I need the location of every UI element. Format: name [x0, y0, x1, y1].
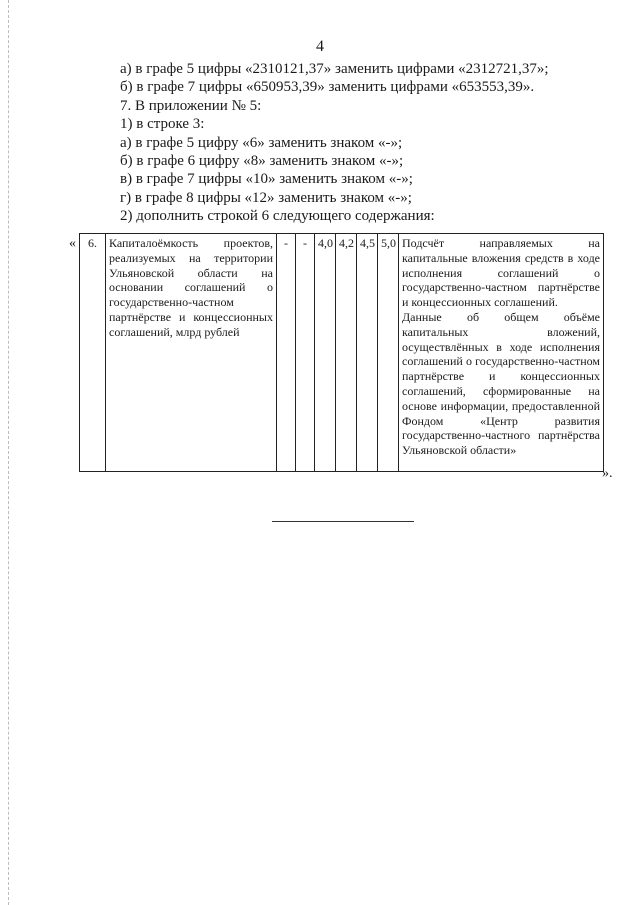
opening-quote: « — [69, 236, 76, 251]
appendix-table — [79, 233, 604, 472]
left-margin-line — [8, 0, 9, 905]
text-line: а) в графе 5 цифры «2310121,37» заменить цифрами «2312721,37»; — [120, 61, 549, 77]
text-line: 2) дополнить строкой 6 следующего содержания: — [120, 208, 435, 225]
methodology-paragraph: Данные об общем объёме капитальных вложений, осуществлённых в ходе исполнения соглашений о государственно-частном партнёрстве и концессионных соглашений, сформированные на основе информации, предоставленной Фондом «Центр развития государственно-частного партнёрства Ульяновской области» — [402, 309, 600, 458]
value-cell: - — [277, 234, 296, 472]
row-number: 6. — [80, 234, 106, 472]
value-cell: 4,2 — [336, 234, 357, 472]
text-line: а) в графе 5 цифру «6» заменить знаком «-»; — [120, 134, 403, 151]
text-line: б) в графе 7 цифры «650953,39» заменить цифрами «653553,39». — [120, 79, 535, 96]
methodology-cell — [399, 234, 604, 472]
text-line: в) в графе 7 цифры «10» заменить знаком «-»; — [120, 171, 413, 188]
text-line: г) в графе 8 цифры «12» заменить знаком «-»; — [120, 189, 412, 206]
text-line: 1) в строке 3: — [120, 116, 205, 133]
value-cell: 4,0 — [315, 234, 336, 472]
indicator-cell: Капиталоёмкость проектов, реализуемых на территории Ульяновской области на основании соглашений о государственно-частном партнёрстве и концессионных соглашений, млрд рублей — [106, 234, 277, 472]
methodology-paragraph: Подсчёт направляемых на капитальные вложения средств в ходе исполнения соглашений о государственно-частном партнёрстве и концессионных соглашений. — [402, 236, 600, 310]
text-line: б) в графе 6 цифру «8» заменить знаком «-»; — [120, 153, 404, 170]
closing-quote: ». — [602, 466, 613, 481]
value-cell: - — [296, 234, 315, 472]
page-number: 4 — [316, 38, 324, 55]
table-row — [80, 234, 604, 472]
text-line: 7. В приложении № 5: — [120, 97, 262, 114]
closing-rule — [272, 521, 414, 522]
value-cell: 4,5 — [357, 234, 378, 472]
value-cell: 5,0 — [378, 234, 399, 472]
amendment-text — [120, 60, 600, 226]
